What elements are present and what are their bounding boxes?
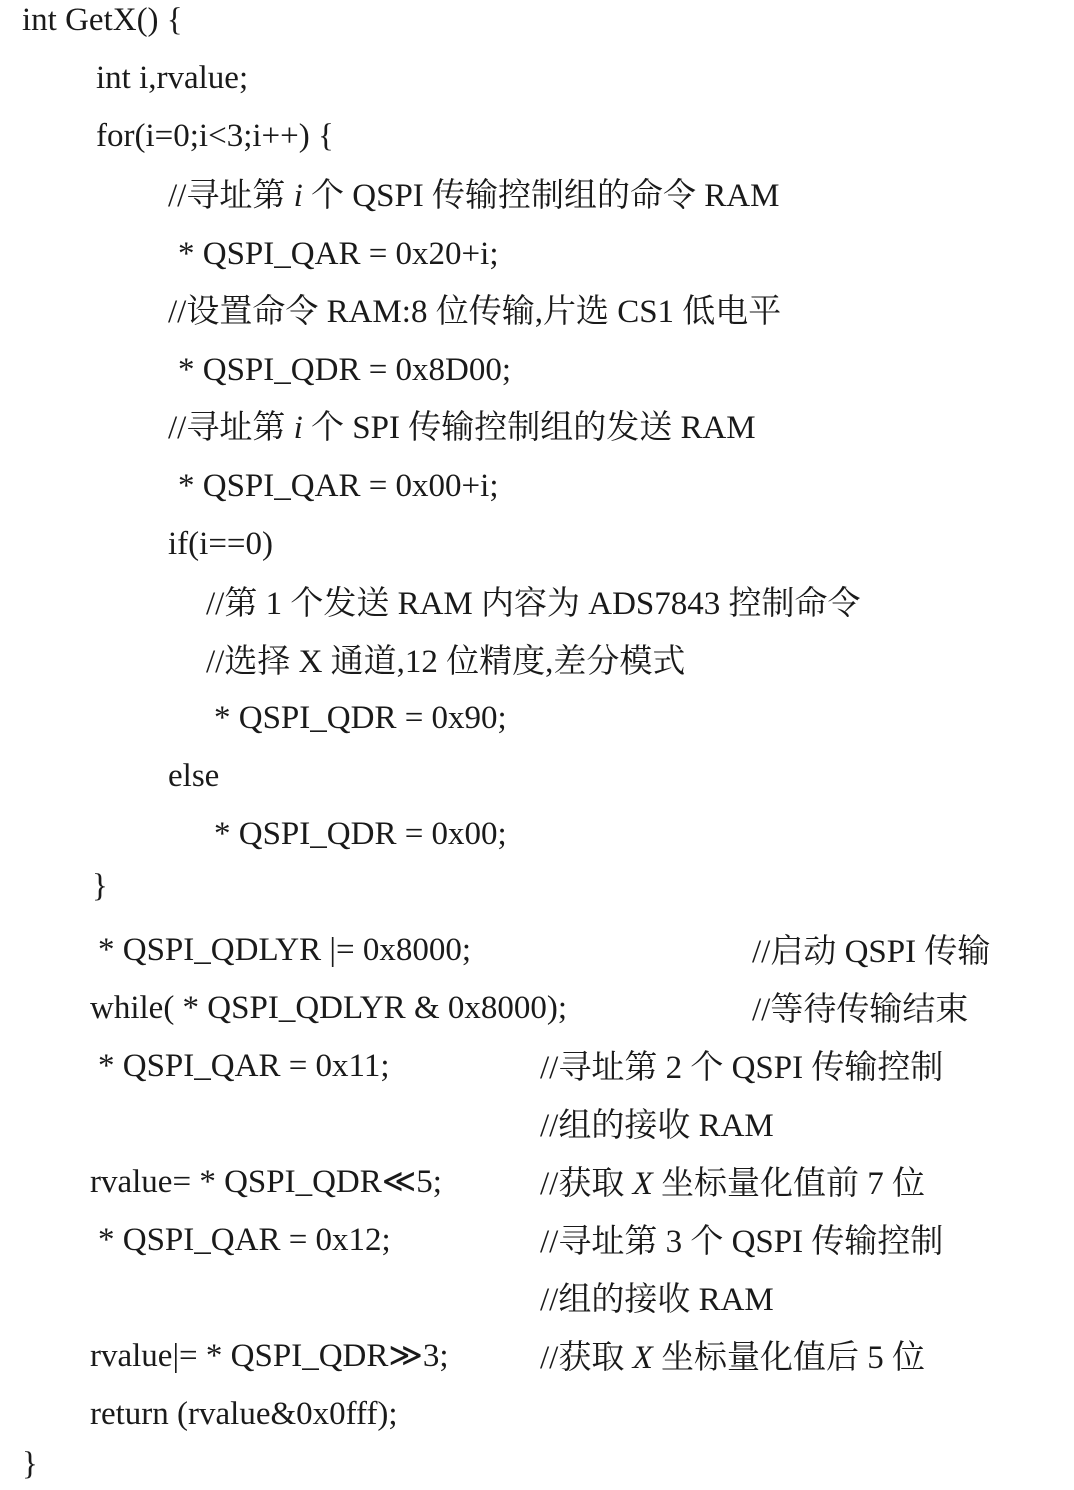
comment-get-first-7-bits <box>540 1160 925 1208</box>
code-line-comment-address-transmit-ram <box>168 404 756 452</box>
comment-receive-ram-2: //组的接收 RAM <box>540 1108 774 1144</box>
code-line-close-for: } <box>92 868 108 904</box>
code-line-set-qar-0x11: * QSPI_QAR = 0x11; <box>98 1048 390 1084</box>
code-line-set-qdr-0x90: * QSPI_QDR = 0x90; <box>214 700 507 736</box>
code-line-set-qar-0x12: * QSPI_QAR = 0x12; <box>98 1222 391 1258</box>
comment-text: //获取 <box>540 1166 633 1202</box>
comment-address-receive-3: //寻址第 3 个 QSPI 传输控制 <box>540 1224 944 1260</box>
comment-receive-ram-3: //组的接收 RAM <box>540 1282 774 1318</box>
comment-variable: i <box>293 178 303 214</box>
code-line-comment-first-transmit: //第 1 个发送 RAM 内容为 ADS7843 控制命令 <box>206 586 861 622</box>
code-line-set-qar-command: * QSPI_QAR = 0x20+i; <box>178 236 499 272</box>
comment-text: 坐标量化值前 7 位 <box>652 1166 926 1202</box>
code-line-comment-select-channel: //选择 X 通道,12 位精度,差分模式 <box>206 644 686 680</box>
comment-text: 个 SPI 传输控制组的发送 RAM <box>302 410 756 446</box>
code-line-while-wait: while( * QSPI_QDLYR & 0x8000); <box>90 990 568 1026</box>
comment-text: 个 QSPI 传输控制组的命令 RAM <box>302 178 780 214</box>
code-line-set-qdr-0x00: * QSPI_QDR = 0x00; <box>214 816 507 852</box>
comment-text: //获取 <box>540 1340 633 1376</box>
comment-text: 坐标量化值后 5 位 <box>652 1340 926 1376</box>
code-line-variable-declaration: int i,rvalue; <box>96 60 249 96</box>
code-line-read-high-bits: rvalue= * QSPI_QDR≪5; <box>90 1164 442 1200</box>
code-line-if-condition: if(i==0) <box>168 526 274 562</box>
code-line-comment-set-command-ram: //设置命令 RAM:8 位传输,片选 CS1 低电平 <box>168 294 782 330</box>
code-line-set-qar-transmit: * QSPI_QAR = 0x00+i; <box>178 468 499 504</box>
comment-get-last-5-bits <box>540 1334 925 1382</box>
comment-variable: i <box>293 410 303 446</box>
comment-text: //寻址第 <box>168 178 294 214</box>
code-line-set-qdr-command: * QSPI_QDR = 0x8D00; <box>178 352 512 388</box>
code-line-close-function: } <box>22 1446 38 1482</box>
comment-wait-end: //等待传输结束 <box>752 992 969 1028</box>
comment-text: //寻址第 <box>168 410 294 446</box>
code-line-for-loop: for(i=0;i<3;i++) { <box>96 118 334 154</box>
comment-variable: X <box>632 1166 653 1202</box>
code-line-function-signature: int GetX() { <box>22 2 183 38</box>
code-line-comment-address-command-ram <box>168 172 779 220</box>
comment-start-transfer: //启动 QSPI 传输 <box>752 934 991 970</box>
code-line-set-qdlyr: * QSPI_QDLYR |= 0x8000; <box>98 932 472 968</box>
code-line-read-low-bits: rvalue|= * QSPI_QDR≫3; <box>90 1338 449 1374</box>
code-line-return: return (rvalue&0x0fff); <box>90 1396 398 1432</box>
comment-variable: X <box>632 1340 653 1376</box>
code-line-else: else <box>168 758 220 794</box>
comment-address-receive-2: //寻址第 2 个 QSPI 传输控制 <box>540 1050 944 1086</box>
